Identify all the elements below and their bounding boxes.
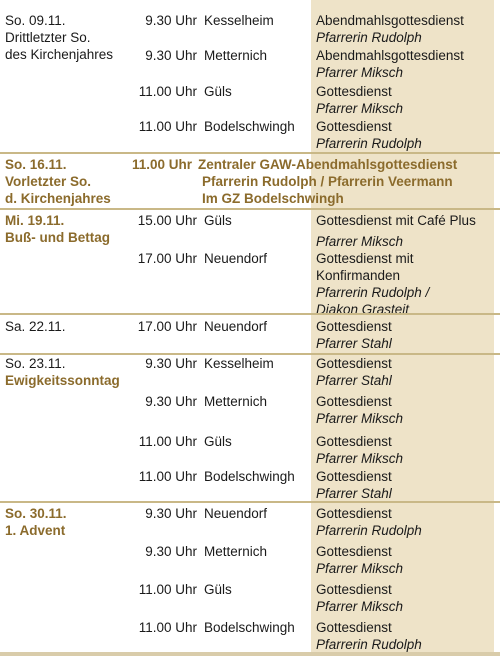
date-line: Sa. 22.11. [5, 319, 66, 334]
event-time: 11.00 Uhr [138, 84, 197, 99]
service-type: Gottesdienst [316, 119, 392, 134]
event-time: 9.30 Uhr [145, 13, 197, 28]
event-service [316, 505, 492, 539]
event-place: Metternich [204, 544, 268, 559]
service-pastor: Pfarrer Miksch [316, 599, 404, 614]
date-label [5, 12, 133, 63]
date-line: Buß- und Bettag [5, 230, 110, 245]
event-place: Güls [204, 582, 232, 597]
event-time: 9.30 Uhr [145, 356, 197, 371]
service-pastor: Pfarrer Miksch [316, 451, 404, 466]
date-line: So. 16.11. [5, 157, 67, 172]
event-time: 9.30 Uhr [145, 544, 197, 559]
event-time: 17.00 Uhr [137, 319, 197, 334]
service-pastor: Pfarrer Miksch [316, 65, 404, 80]
special-time: 11.00 Uhr [132, 157, 193, 172]
service-type: Gottesdienst [316, 319, 392, 334]
date-line: 1. Advent [5, 523, 66, 538]
special-title: Zentraler GAW-Abendmahlsgottesdienst [198, 157, 458, 172]
event-service [316, 543, 492, 577]
service-pastor: Pfarrerin Rudolph [316, 637, 422, 652]
service-pastor: Pfarrerin Rudolph / [316, 285, 430, 300]
special-pastors: Pfarrerin Rudolph / Pfarrerin Veermann [202, 174, 453, 189]
date-label [5, 212, 133, 246]
service-type: Konfirmanden [316, 268, 401, 283]
event-service [316, 118, 492, 152]
event-service [316, 393, 492, 427]
special-service [132, 156, 457, 207]
service-type: Gottesdienst [316, 582, 392, 597]
date-label [5, 318, 133, 335]
event-service [316, 468, 492, 502]
event-time: 9.30 Uhr [145, 48, 197, 63]
event-service [316, 12, 492, 46]
date-label [5, 355, 133, 389]
schedule-group [0, 152, 500, 208]
event-time: 11.00 Uhr [138, 620, 197, 635]
event-place: Kesselheim [204, 13, 274, 28]
schedule-group [0, 501, 500, 652]
event-time: 11.00 Uhr [138, 582, 197, 597]
schedule-group [0, 353, 500, 501]
event-time: 9.30 Uhr [145, 394, 197, 409]
event-service [316, 250, 492, 318]
event-service [316, 619, 492, 653]
service-pastor: Pfarrer Stahl [316, 336, 392, 351]
date-line: des Kirchenjahres [5, 47, 114, 62]
service-pastor: Pfarrer Miksch [316, 411, 404, 426]
service-pastor: Pfarrer Stahl [316, 373, 392, 388]
event-time: 11.00 Uhr [138, 119, 197, 134]
service-pastor: Pfarrerin Rudolph [316, 136, 422, 151]
service-pastor: Pfarrerin Rudolph [316, 30, 422, 45]
date-line: Drittletzter So. [5, 30, 91, 45]
event-time: 17.00 Uhr [137, 251, 197, 266]
service-type: Gottesdienst mit Café Plus [316, 213, 476, 228]
event-service [316, 581, 492, 615]
event-time: 9.30 Uhr [145, 506, 197, 521]
date-label [5, 505, 133, 539]
service-type: Abendmahlsgottesdienst [316, 48, 464, 63]
event-place: Bodelschwingh [204, 620, 295, 635]
date-line: Mi. 19.11. [5, 213, 65, 228]
date-line: Ewigkeitssonntag [5, 373, 120, 388]
service-type: Gottesdienst [316, 506, 392, 521]
event-service [316, 212, 492, 250]
event-place: Neuendorf [204, 319, 268, 334]
event-service [316, 318, 492, 352]
date-line: So. 30.11. [5, 506, 67, 521]
event-place: Bodelschwingh [204, 119, 295, 134]
event-service [316, 433, 492, 467]
event-service [316, 47, 492, 81]
bottom-divider [0, 652, 500, 656]
schedule-group [0, 208, 500, 317]
event-place: Güls [204, 213, 232, 228]
date-line: Vorletzter So. [5, 174, 92, 189]
date-line: So. 23.11. [5, 356, 66, 371]
event-place: Metternich [204, 394, 268, 409]
event-place: Bodelschwingh [204, 469, 295, 484]
event-time: 11.00 Uhr [138, 434, 197, 449]
service-type: Gottesdienst [316, 469, 392, 484]
event-place: Güls [204, 84, 232, 99]
date-label [5, 156, 133, 207]
service-type: Gottesdienst [316, 620, 392, 635]
schedule-group [0, 313, 500, 353]
service-type: Abendmahlsgottesdienst [316, 13, 464, 28]
service-type: Gottesdienst [316, 356, 392, 371]
service-pastor: Pfarrer Stahl [316, 486, 392, 501]
event-service [316, 355, 492, 389]
event-place: Kesselheim [204, 356, 274, 371]
event-place: Metternich [204, 48, 268, 63]
service-pastor: Pfarrer Miksch [316, 101, 404, 116]
schedule-group [0, 0, 500, 152]
date-line: d. Kirchenjahres [5, 191, 111, 206]
event-place: Neuendorf [204, 251, 268, 266]
date-line: So. 09.11. [5, 13, 66, 28]
service-type: Gottesdienst [316, 84, 392, 99]
service-pastor: Pfarrer Miksch [316, 234, 404, 249]
service-pastor: Pfarrer Miksch [316, 561, 404, 576]
event-time: 15.00 Uhr [137, 213, 197, 228]
event-place: Neuendorf [204, 506, 268, 521]
service-type: Gottesdienst mit [316, 251, 414, 266]
service-pastor: Diakon Grasteit [316, 302, 410, 317]
service-type: Gottesdienst [316, 434, 392, 449]
service-type: Gottesdienst [316, 544, 392, 559]
event-time: 11.00 Uhr [138, 469, 197, 484]
event-service [316, 83, 492, 117]
special-location: Im GZ Bodelschwingh [202, 191, 344, 206]
service-pastor: Pfarrerin Rudolph [316, 523, 422, 538]
service-type: Gottesdienst [316, 394, 392, 409]
event-place: Güls [204, 434, 232, 449]
